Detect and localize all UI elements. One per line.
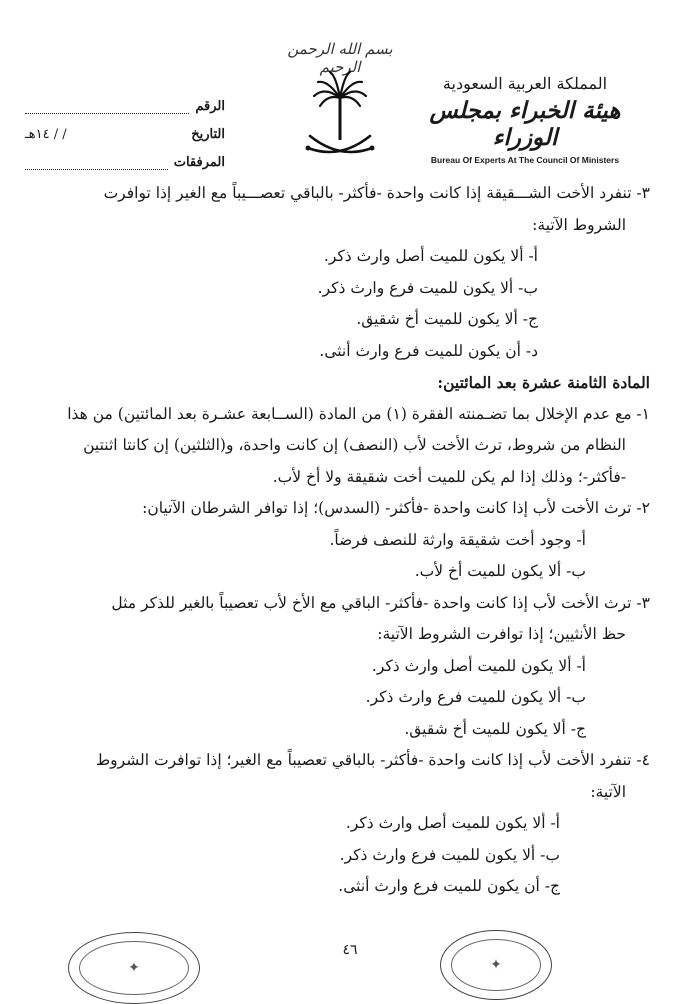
page-number: ٤٦ xyxy=(342,942,358,958)
emblem-icon: ✦ xyxy=(128,960,140,976)
clause-2-condition-a: أ- وجود أخت شقيقة وارثة للنصف فرضاً. xyxy=(329,530,586,549)
basmala: بسم الله الرحمن الرحيم xyxy=(287,40,393,76)
condition-a: أ- ألا يكون للميت أصل وارث ذكر. xyxy=(323,247,538,265)
bureau-name-english: Bureau Of Experts At The Council Of Ministers xyxy=(430,155,620,165)
article-clause-4-line-1: ٤- تنفرد الأخت لأب إذا كانت واحدة -فأكثر- بالباقي تعصيباً مع الغير؛ إذا توافرت الشروط xyxy=(95,751,650,769)
date-value: / / ١٤هـ xyxy=(25,127,67,142)
clause-4-condition-c: ج- أن يكون للميت فرع وارث أنثى. xyxy=(338,877,560,895)
attachments-label: المرفقات xyxy=(173,155,225,170)
article-clause-1-line-3: -فأكثر-؛ وذلك إذا لم يكن للميت أخت شقيقة ولا أخ لأب. xyxy=(272,467,626,486)
letterhead-left xyxy=(25,86,225,170)
article-clause-3-line-2: حظ الأنثيين؛ إذا توافرت الشروط الآتية: xyxy=(377,625,626,643)
attachments-line xyxy=(25,157,168,170)
clause-3-condition-b: ب- ألا يكون للميت فرع وارث ذكر. xyxy=(365,688,586,706)
official-stamp-left xyxy=(68,932,200,1004)
clause-3-line-1: ٣- تنفرد الأخت الشـــقيقة إذا كانت واحدة -فأكثر- بالباقي تعصـــيباً مع الغير إذا توافرت xyxy=(103,184,650,202)
number-row xyxy=(25,86,225,114)
article-clause-2: ٢- ترث الأخت لأب إذا كانت واحدة -فأكثر- (السدس)؛ إذا توافر الشرطان الآتيان: xyxy=(142,499,650,517)
article-clause-4-line-2: الآتية: xyxy=(590,782,626,801)
condition-d: د- أن يكون للميت فرع وارث أنثى. xyxy=(319,341,538,360)
article-clause-1-line-2: النظام من شروط، ترث الأخت لأب (النصف) إن كانت واحدة، و(الثلثين) إن كانتا اثنتين xyxy=(83,436,626,454)
emblem-icon: ✦ xyxy=(490,957,502,973)
bureau-name-arabic: هيئة الخبراء بمجلس الوزراء xyxy=(429,97,621,151)
clause-3-line-2: الشروط الآتية: xyxy=(532,215,626,234)
official-stamp-right xyxy=(440,930,552,1000)
kingdom-name: المملكة العربية السعودية xyxy=(442,74,608,93)
attachments-row xyxy=(25,142,225,170)
saudi-emblem-icon xyxy=(300,68,380,168)
article-clause-3-line-1: ٣- ترث الأخت لأب إذا كانت واحدة -فأكثر- الباقي مع الأخ لأب تعصيباً بالغير للذكر مثل xyxy=(111,593,650,612)
condition-c: ج- ألا يكون للميت أخ شقيق. xyxy=(356,310,538,328)
clause-3-condition-c: ج- ألا يكون للميت أخ شقيق. xyxy=(404,719,586,738)
number-line xyxy=(25,101,189,114)
clause-2-condition-b: ب- ألا يكون للميت أخ لأب. xyxy=(414,562,586,580)
clause-3-condition-a: أ- ألا يكون للميت أصل وارث ذكر. xyxy=(371,656,586,675)
document-body xyxy=(55,178,650,903)
number-label: الرقم xyxy=(195,99,225,114)
condition-b: ب- ألا يكون للميت فرع وارث ذكر. xyxy=(317,278,538,297)
article-clause-1-line-1: ١- مع عدم الإخلال بما تضـمنته الفقرة (١) من المادة (الســابعة عشـرة بعد المائتين) من هذا xyxy=(67,404,650,423)
letterhead-right xyxy=(400,74,650,165)
article-heading: المادة الثامنة عشرة بعد المائتين: xyxy=(437,373,650,392)
clause-4-condition-b: ب- ألا يكون للميت فرع وارث ذكر. xyxy=(339,845,560,864)
date-label: التاريخ xyxy=(191,127,225,142)
clause-4-condition-a: أ- ألا يكون للميت أصل وارث ذكر. xyxy=(345,814,560,832)
date-row xyxy=(25,114,225,142)
